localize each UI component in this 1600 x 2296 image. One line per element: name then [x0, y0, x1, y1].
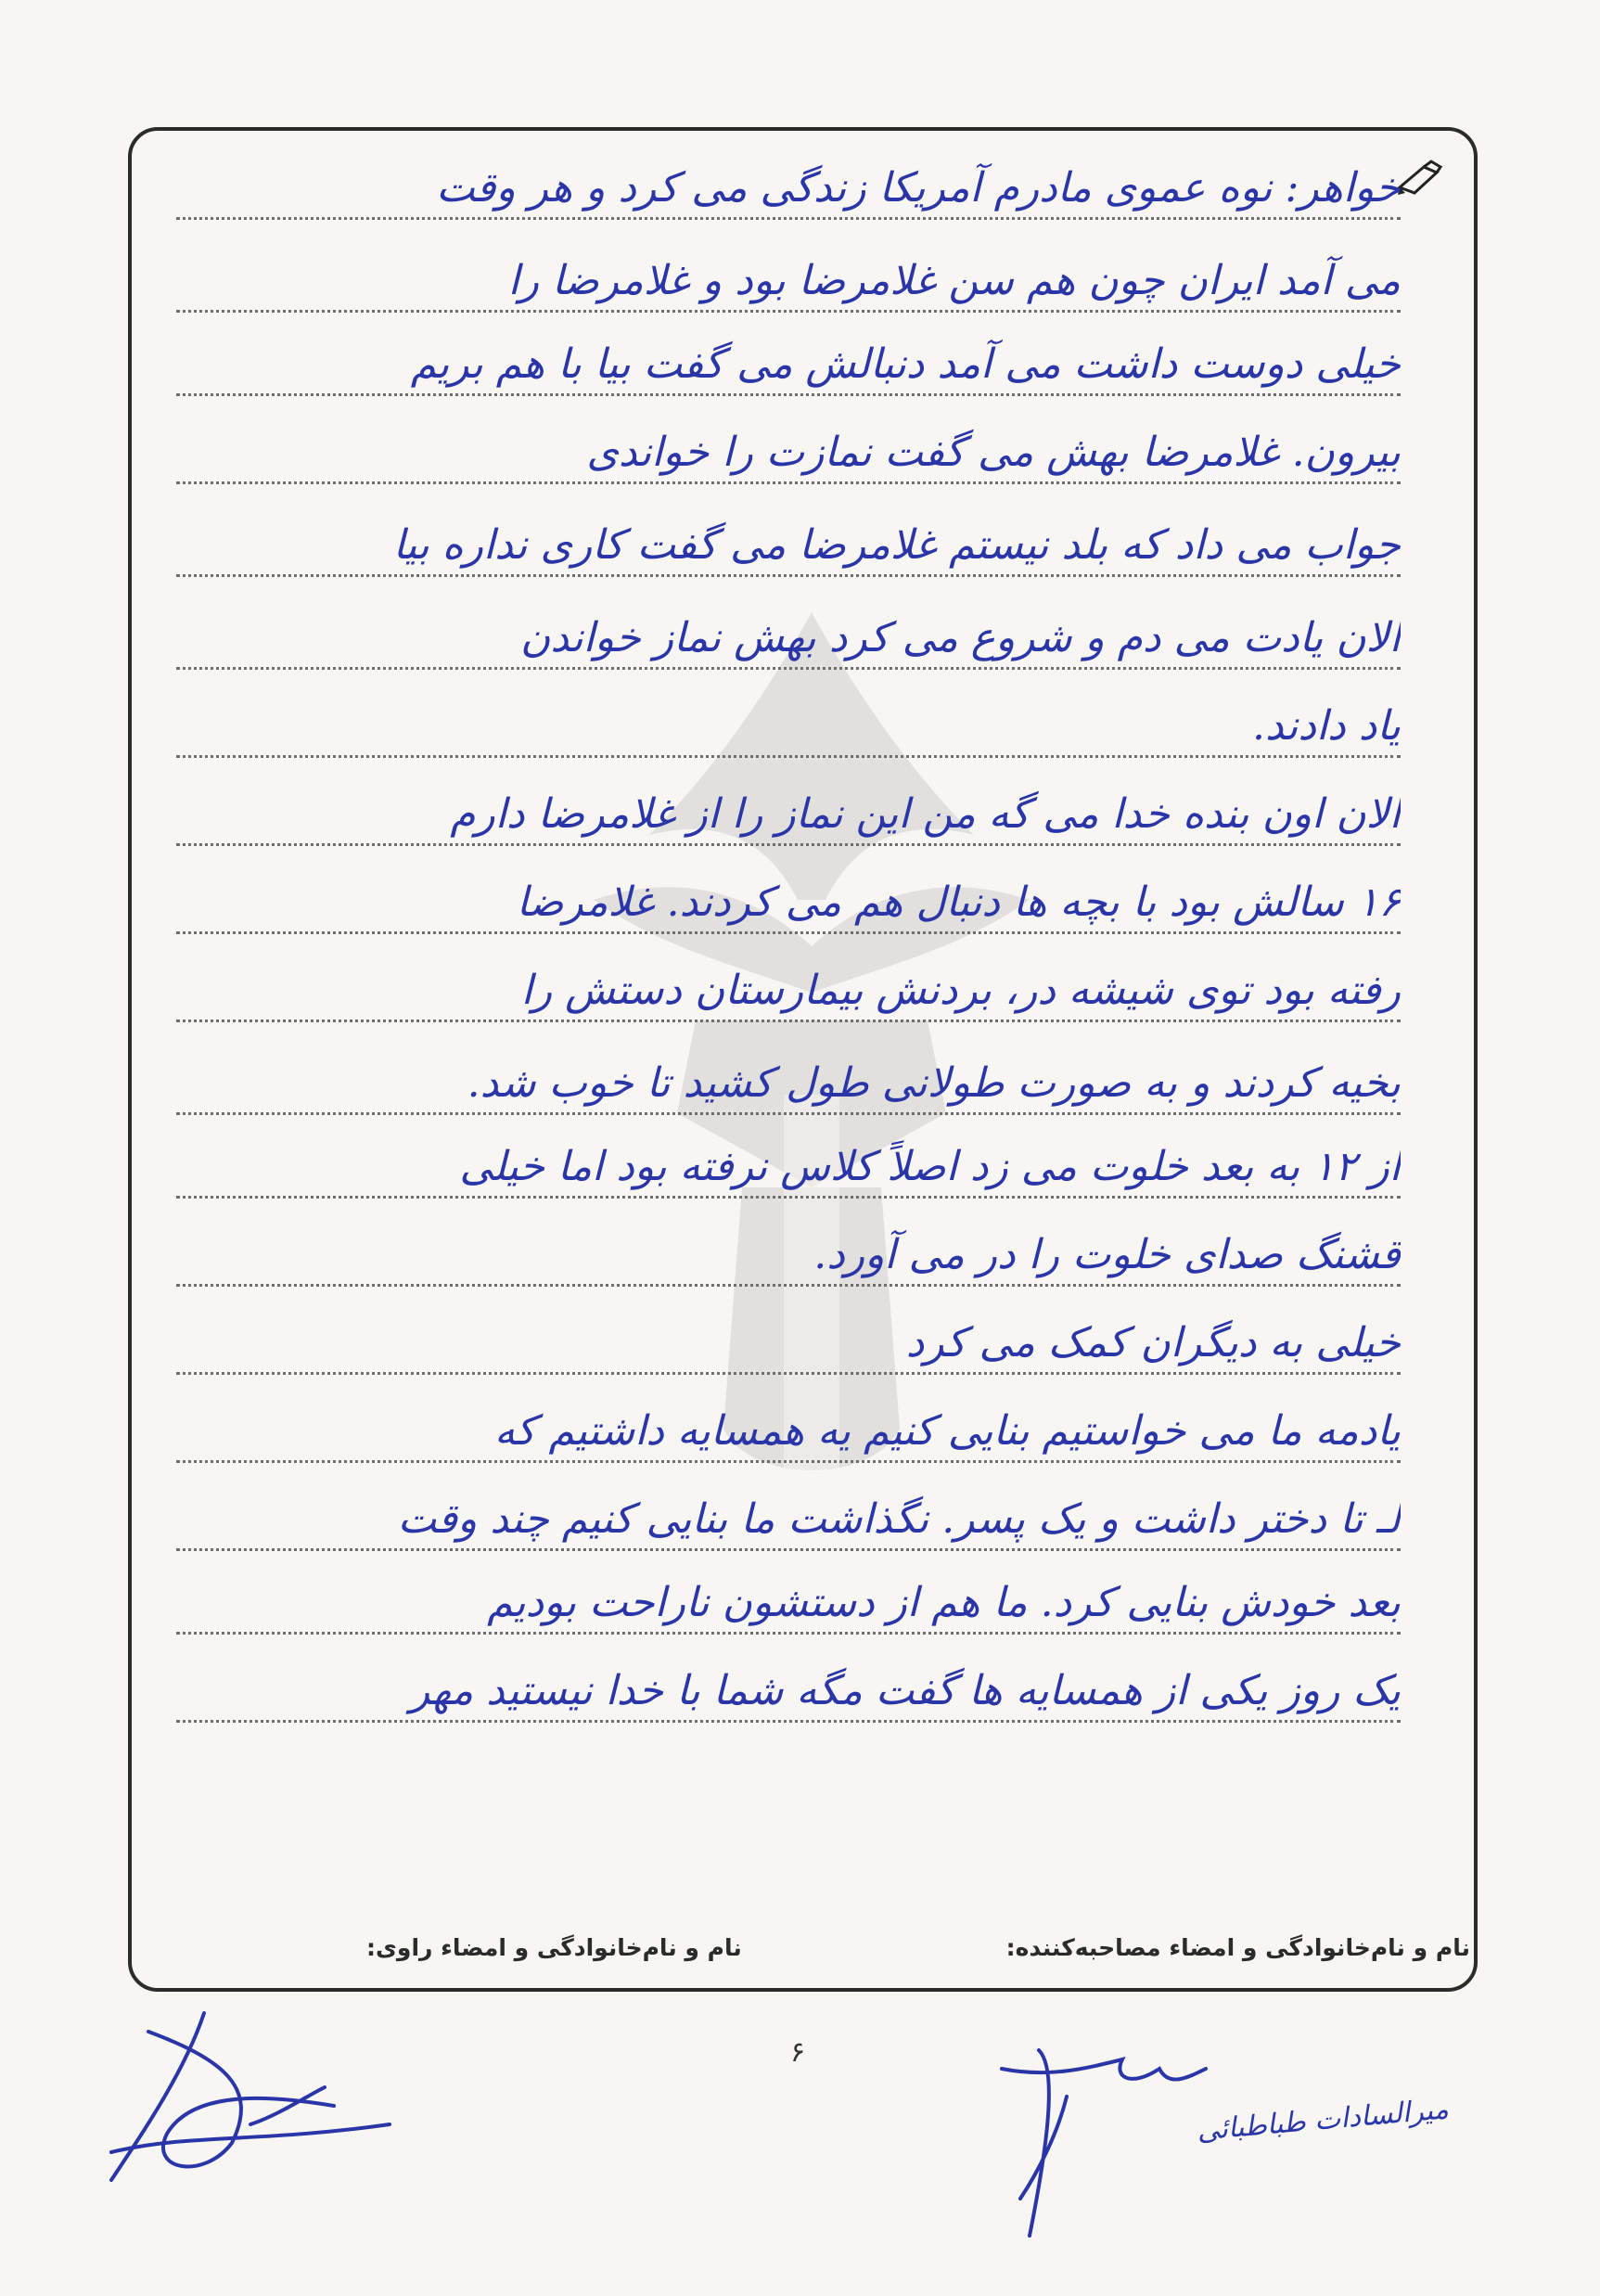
handwritten-line — [176, 603, 1401, 675]
handwritten-text: بعد خودش بنایی کرد. ما هم از دستشون ناراحت بودیم — [487, 1579, 1401, 1626]
dotted-rule — [176, 217, 1401, 220]
handwritten-text: بخیه کردند و به صورت طولانی طول کشید تا خوب شد. — [467, 1059, 1401, 1107]
handwritten-text: یادمه ما می خواستیم بنایی کنیم یه همسایه داشتیم که — [493, 1407, 1401, 1455]
handwritten-text: خواهر: نوه عموی مادرم آمریکا زندگی می کرد و هر وقت — [436, 164, 1401, 212]
handwritten-text: از ۱۲ به بعد خلوت می زد اصلاً کلاس نرفته بود اما خیلی — [459, 1143, 1401, 1190]
narrator-name-label: نام و نام‌خانوادگی و امضاء راوی: — [366, 1934, 742, 1961]
dotted-rule — [176, 310, 1401, 313]
handwritten-line — [176, 246, 1401, 318]
dotted-rule — [176, 1196, 1401, 1199]
page-number: ۶ — [790, 2036, 806, 2069]
dotted-rule — [176, 931, 1401, 934]
handwritten-text: جواب می داد که بلد نیستم غلامرضا می گفت کاری نداره بیا — [392, 521, 1401, 569]
dotted-rule — [176, 1020, 1401, 1022]
handwritten-text: ۱۶ سالش بود با بچه ها دنبال هم می کردند. غلامرضا — [516, 879, 1401, 926]
handwritten-line — [176, 1656, 1401, 1728]
handwritten-line — [176, 417, 1401, 490]
handwritten-text: الان یادت می دم و شروع می کرد بهش نماز خواندن — [520, 614, 1401, 661]
dotted-rule — [176, 667, 1401, 670]
handwritten-line — [176, 153, 1401, 225]
dotted-rule — [176, 755, 1401, 758]
handwritten-line — [176, 956, 1401, 1028]
dotted-rule — [176, 393, 1401, 396]
dotted-rule — [176, 481, 1401, 484]
interviewer-signature — [974, 2013, 1215, 2254]
handwritten-line — [176, 510, 1401, 583]
handwritten-text: یاد دادند. — [1252, 702, 1401, 750]
handwritten-line — [176, 1308, 1401, 1380]
dotted-rule — [176, 1460, 1401, 1463]
interviewer-signature-name: میرالسادات طباطبائی — [1195, 2093, 1451, 2148]
narrator-signature — [93, 1995, 408, 2208]
handwritten-text: لـ تا دختر داشت و یک پسر. نگذاشت ما بنایی کنیم چند وقت — [397, 1495, 1401, 1543]
handwritten-text: خیلی به دیگران کمک می کرد — [905, 1319, 1401, 1366]
handwritten-text: قشنگ صدای خلوت را در می آورد. — [813, 1231, 1401, 1278]
handwritten-line — [176, 1396, 1401, 1469]
handwritten-line — [176, 691, 1401, 763]
dotted-rule — [176, 574, 1401, 577]
handwritten-line — [176, 1132, 1401, 1204]
handwritten-text: بیرون. غلامرضا بهش می گفت نمازت را خواندی — [586, 429, 1401, 476]
handwritten-line — [176, 1568, 1401, 1640]
interviewer-name-label: نام و نام‌خانوادگی و امضاء مصاحبه‌کننده: — [1005, 1934, 1470, 1961]
pen-icon — [1396, 160, 1444, 197]
handwritten-line — [176, 1484, 1401, 1557]
handwritten-text: رفته بود توی شیشه در، بردنش بیمارستان دستش را — [520, 967, 1401, 1014]
handwritten-text: می آمد ایران چون هم سن غلامرضا بود و غلامرضا را — [507, 257, 1401, 304]
handwritten-text: خیلی دوست داشت می آمد دنبالش می گفت بیا با هم بریم — [410, 340, 1401, 388]
dotted-rule — [176, 1548, 1401, 1551]
dotted-rule — [176, 843, 1401, 846]
dotted-rule — [176, 1372, 1401, 1375]
handwritten-line — [176, 779, 1401, 852]
handwritten-line — [176, 329, 1401, 402]
dotted-rule — [176, 1284, 1401, 1287]
dotted-rule — [176, 1720, 1401, 1723]
handwritten-line — [176, 1220, 1401, 1292]
handwritten-line — [176, 867, 1401, 940]
dotted-rule — [176, 1632, 1401, 1635]
handwritten-text: یک روز یکی از همسایه ها گفت مگه شما با خدا نیستید مهر — [410, 1667, 1401, 1714]
handwritten-line — [176, 1048, 1401, 1121]
dotted-rule — [176, 1112, 1401, 1115]
handwritten-text: الان اون بنده خدا می گه من این نماز را از غلامرضا دارم — [450, 790, 1401, 838]
